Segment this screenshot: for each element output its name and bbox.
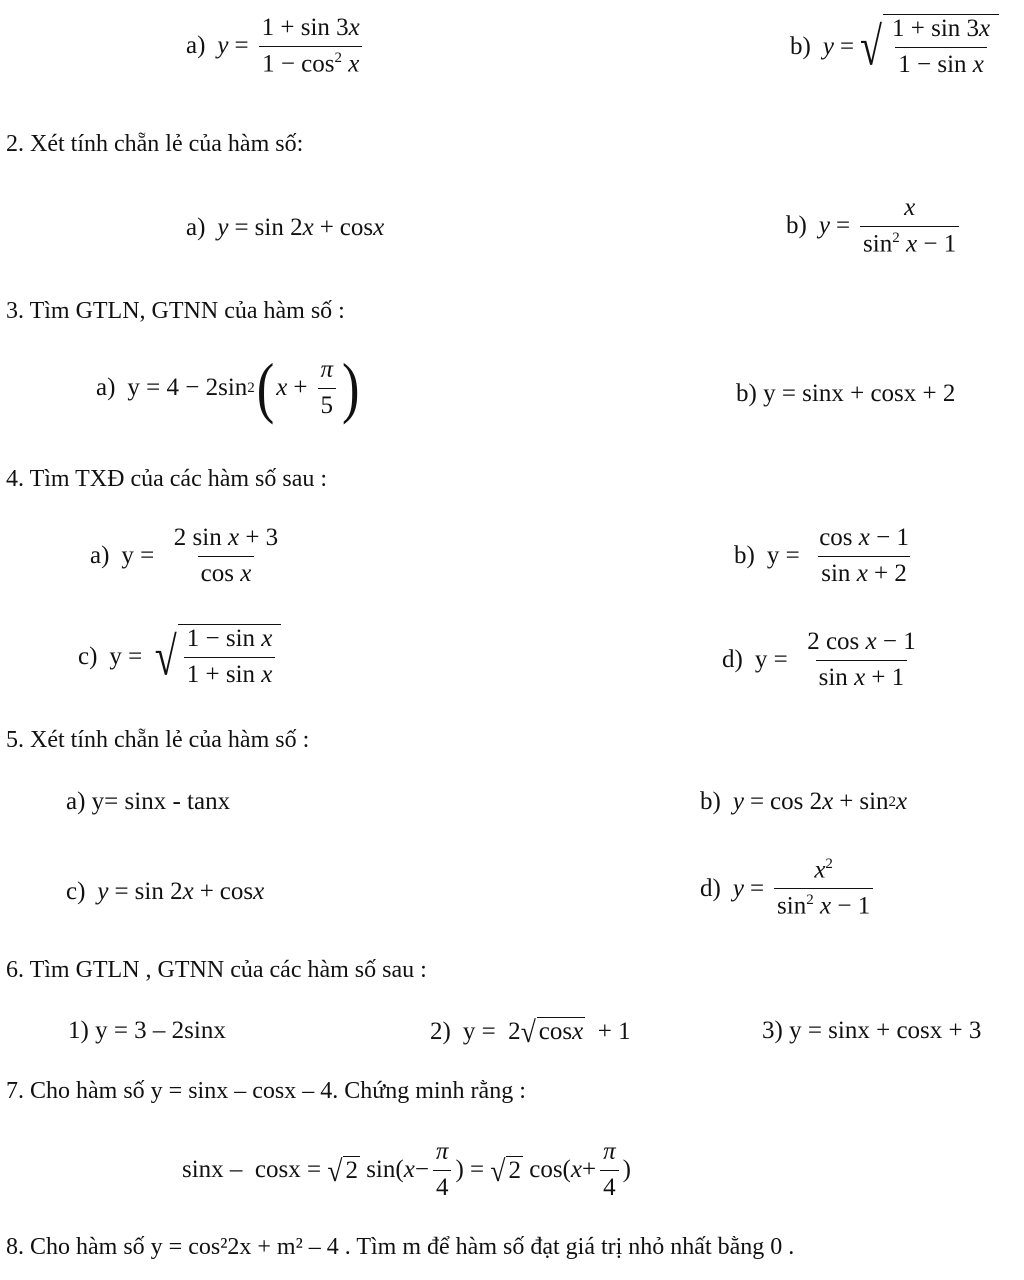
- exercise-4a-formula: a) y = $\frac{\text{2 sin x + 3}}{\text{cos x}}$: [90, 524, 279, 587]
- exercise-3-heading: 3. Tìm GTLN, GTNN của hàm số :: [6, 298, 345, 324]
- item-label: d): [722, 646, 743, 674]
- item-label: b): [734, 542, 755, 570]
- item-label: 2): [430, 1017, 451, 1045]
- item-label: d): [700, 874, 721, 902]
- exercise-2-heading: 2. Xét tính chẵn lẻ của hàm số:: [6, 131, 304, 157]
- exercise-8-heading: 8. Cho hàm số y = cos²2x + m² – 4 . Tìm m để hàm số đạt giá trị nhỏ nhất bằng 0 .: [6, 1234, 795, 1260]
- exercise-1b-formula: b) y = √ $\frac{1 + \sin 3x}{\text{1 − sin x}}$: [790, 14, 999, 80]
- exercise-6-3-formula: 3) y = sinx + cosx + 3: [762, 1017, 982, 1044]
- exercise-2a-formula: a) y = sin 2 x + cos x: [186, 214, 385, 241]
- exercise-5a-formula: a) y= sinx - tanx: [66, 788, 231, 815]
- exercise-4d-formula: d) y = $\frac{\text{2 cos x − 1}}{\text{sin x + 1}}$: [722, 628, 916, 691]
- exercise-6-heading: 6. Tìm GTLN , GTNN của các hàm số sau :: [6, 957, 427, 983]
- exercise-1a-formula: a) y = $\frac{1 + \sin 3x}{1 - \cos^2 x}$: [186, 14, 367, 79]
- exercise-4-heading: 4. Tìm TXĐ của các hàm số sau :: [6, 466, 328, 492]
- item-label: c): [78, 642, 98, 670]
- exercise-4c-formula: c) y = √ $\frac{\text{1 − sin x}}{\text{1 + sin x}}$: [78, 624, 281, 690]
- item-label: c): [66, 878, 86, 905]
- item-label: a): [96, 374, 116, 402]
- item-label: b): [700, 788, 721, 815]
- exercise-3a-formula: a) y = 4 − 2sin 2 ( x + $\frac{\pi}{5}$ ): [96, 350, 360, 426]
- item-label: b): [786, 212, 807, 240]
- item-label: a): [90, 542, 110, 570]
- item-label: a): [186, 214, 206, 241]
- item-label: a): [186, 32, 206, 60]
- exercise-7-identity: sinx – cosx = √ 2 sin( x − $\frac{\pi}{4}$ ) = √ 2 cos( x + $\frac{\pi}{4}$ ): [182, 1138, 631, 1201]
- exercise-7-heading: 7. Cho hàm số y = sinx – cosx – 4. Chứng minh rằng :: [6, 1078, 526, 1104]
- item-label: b): [790, 32, 811, 60]
- exercise-5c-formula: c) y = sin 2 x + cos x: [66, 878, 265, 905]
- exercise-5-heading: 5. Xét tính chẵn lẻ của hàm số :: [6, 727, 310, 753]
- exercise-4b-formula: b) y = $\frac{\text{cos x − 1}}{\text{sin x + 2}}$: [734, 524, 909, 587]
- exercise-5d-formula: d) y = $\frac{x^2}{\sin^2 x - 1}$: [700, 856, 877, 921]
- exercise-5b-formula: b) y = cos 2 x + sin 2 x: [700, 788, 908, 815]
- exercise-3b-formula: b) y = sinx + cosx + 2: [736, 380, 956, 407]
- exercise-6-2-formula: 2) y = 2 √ cos x + 1: [430, 1014, 631, 1049]
- exercise-2b-formula: b) y = $\frac{x}{\sin^2 x - 1}$: [786, 194, 963, 259]
- exercise-6-1-formula: 1) y = 3 – 2sinx: [68, 1017, 226, 1044]
